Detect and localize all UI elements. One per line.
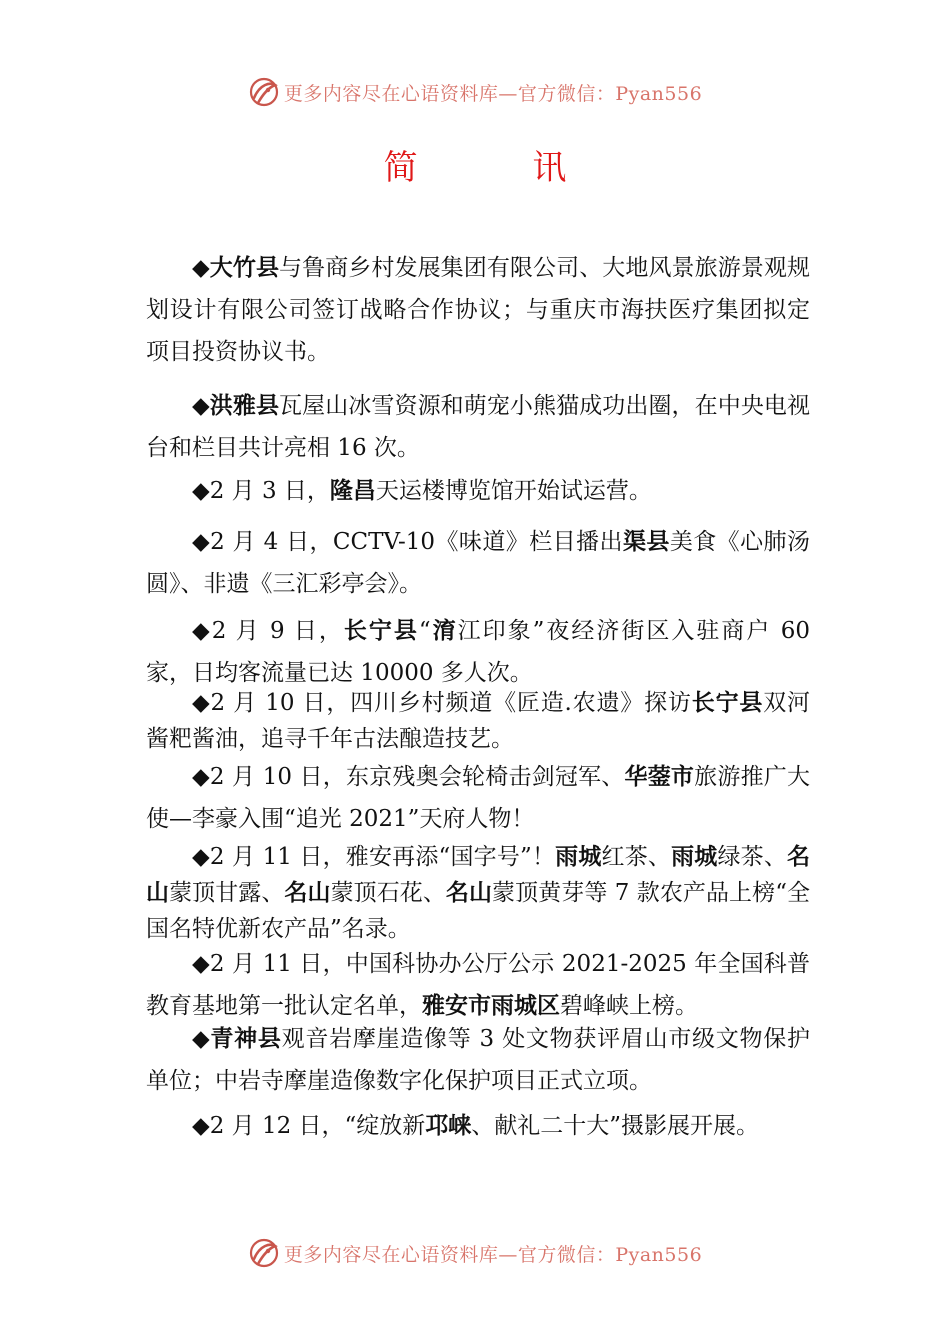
- item-text: 2 月 12 日，“绽放新: [209, 1113, 426, 1139]
- item-text: 观音岩摩崖造像等 3 处文物获评眉山市级文物保护单位；中岩寺摩崖造像数字化保护项目正式立项。: [146, 1026, 810, 1094]
- bullet-diamond-icon: ◆: [192, 1113, 210, 1139]
- item-text: 红茶、: [601, 844, 672, 870]
- watermark-header: [0, 72, 950, 112]
- bullet-diamond-icon: ◆: [192, 255, 210, 281]
- news-item: [146, 1105, 810, 1147]
- news-item: [146, 247, 810, 373]
- item-text: 瓦屋山冰雪资源和萌宠小熊猫成功出圈，在中央电视台和栏目共计亮相 16 次。: [146, 393, 810, 461]
- news-item: [146, 685, 810, 757]
- news-item: [146, 521, 810, 605]
- item-text: 双河酱粑酱油，追寻千年古法酿造技艺。: [146, 690, 811, 752]
- place-name-bold: 淯: [430, 618, 458, 644]
- news-item: [146, 1018, 810, 1102]
- news-item: [146, 943, 810, 1027]
- item-text: 天运楼博览馆开始试运营。: [375, 478, 652, 504]
- item-text: 2 月 10 日，四川乡村频道《匠造.农遗》探访: [210, 690, 692, 716]
- item-text: 蒙顶石花、: [330, 880, 446, 906]
- bullet-diamond-icon: ◆: [192, 478, 210, 504]
- watermark-footer: [0, 1233, 950, 1273]
- item-text: 2 月 9 日，: [211, 618, 344, 644]
- watermark-logo-icon: [248, 1237, 280, 1269]
- place-name-bold: 长宁县: [343, 618, 419, 644]
- bullet-diamond-icon: ◆: [192, 618, 212, 644]
- place-name-bold: 名山: [445, 880, 493, 906]
- item-text: 2 月 4 日，CCTV-10《味道》栏目播出: [210, 529, 623, 555]
- item-text: 蒙顶甘露、: [169, 880, 285, 906]
- item-text: 旅游推广大使—李豪入围“追光 2021”天府人物！: [146, 764, 810, 832]
- news-item: [146, 385, 810, 469]
- place-name-bold: 渠县: [622, 529, 670, 555]
- bullet-diamond-icon: ◆: [192, 764, 210, 790]
- item-text: 与鲁商乡村发展集团有限公司、大地风景旅游景观规划设计有限公司签订战略合作协议；与重庆市海扶医疗集团拟定项目投资协议书。: [146, 255, 810, 365]
- item-text: 2 月 11 日，雅安再添“国字号”！: [209, 844, 556, 870]
- page-title: 简 讯: [383, 148, 619, 188]
- place-name-bold: 雨城: [555, 844, 602, 870]
- place-name-bold: 大竹县: [209, 255, 280, 281]
- watermark-text: 更多内容尽在心语资料库—官方微信：Pyan556: [283, 1243, 703, 1266]
- place-name-bold: 雨城: [671, 844, 718, 870]
- item-text: 2 月 10 日，东京残奥会轮椅击剑冠军、: [209, 764, 625, 790]
- bullet-diamond-icon: ◆: [192, 529, 211, 555]
- place-name-bold: 华蓥市: [624, 764, 695, 790]
- place-name-bold: 邛崃: [425, 1113, 472, 1139]
- place-name-bold: 名山: [146, 844, 811, 906]
- bullet-diamond-icon: ◆: [192, 844, 210, 870]
- bullet-diamond-icon: ◆: [192, 393, 210, 419]
- news-item: [146, 839, 810, 947]
- item-text: 蒙顶黄芽等 7 款农产品上榜“全国名特优新农产品”名录。: [146, 880, 811, 942]
- item-text: 碧峰峡上榜。: [560, 993, 698, 1019]
- place-name-bold: 长宁县: [691, 690, 764, 716]
- news-item: [146, 756, 810, 840]
- bullet-diamond-icon: ◆: [192, 951, 210, 977]
- place-name-bold: 青神县: [210, 1026, 282, 1052]
- item-text: 、献礼二十大”摄影展开展。: [471, 1113, 760, 1139]
- item-text: 绿茶、: [717, 844, 788, 870]
- news-item: [146, 470, 810, 512]
- bullet-diamond-icon: ◆: [192, 1026, 211, 1052]
- watermark-text: 更多内容尽在心语资料库—官方微信：Pyan556: [283, 82, 703, 105]
- news-item: [146, 610, 810, 694]
- item-text: 2 月 3 日，: [209, 478, 330, 504]
- item-text: 美食《心肺汤圆》、非遗《三汇彩亭会》。: [146, 529, 810, 597]
- place-name-bold: 隆昌: [329, 478, 376, 504]
- watermark-logo-icon: [248, 76, 280, 108]
- place-name-bold: 雅安市雨城区: [422, 993, 560, 1019]
- bullet-diamond-icon: ◆: [192, 690, 211, 716]
- item-text: 2 月 11 日，中国科协办公厅公示 2021-2025 年全国科普教育基地第一批认定名单，: [146, 951, 810, 1019]
- place-name-bold: 洪雅县: [209, 393, 280, 419]
- item-text: “: [418, 618, 431, 644]
- place-name-bold: 名山: [284, 880, 331, 906]
- item-text: 江印象”夜经济街区入驻商户 60 家，日均客流量已达 10000 多人次。: [146, 618, 810, 686]
